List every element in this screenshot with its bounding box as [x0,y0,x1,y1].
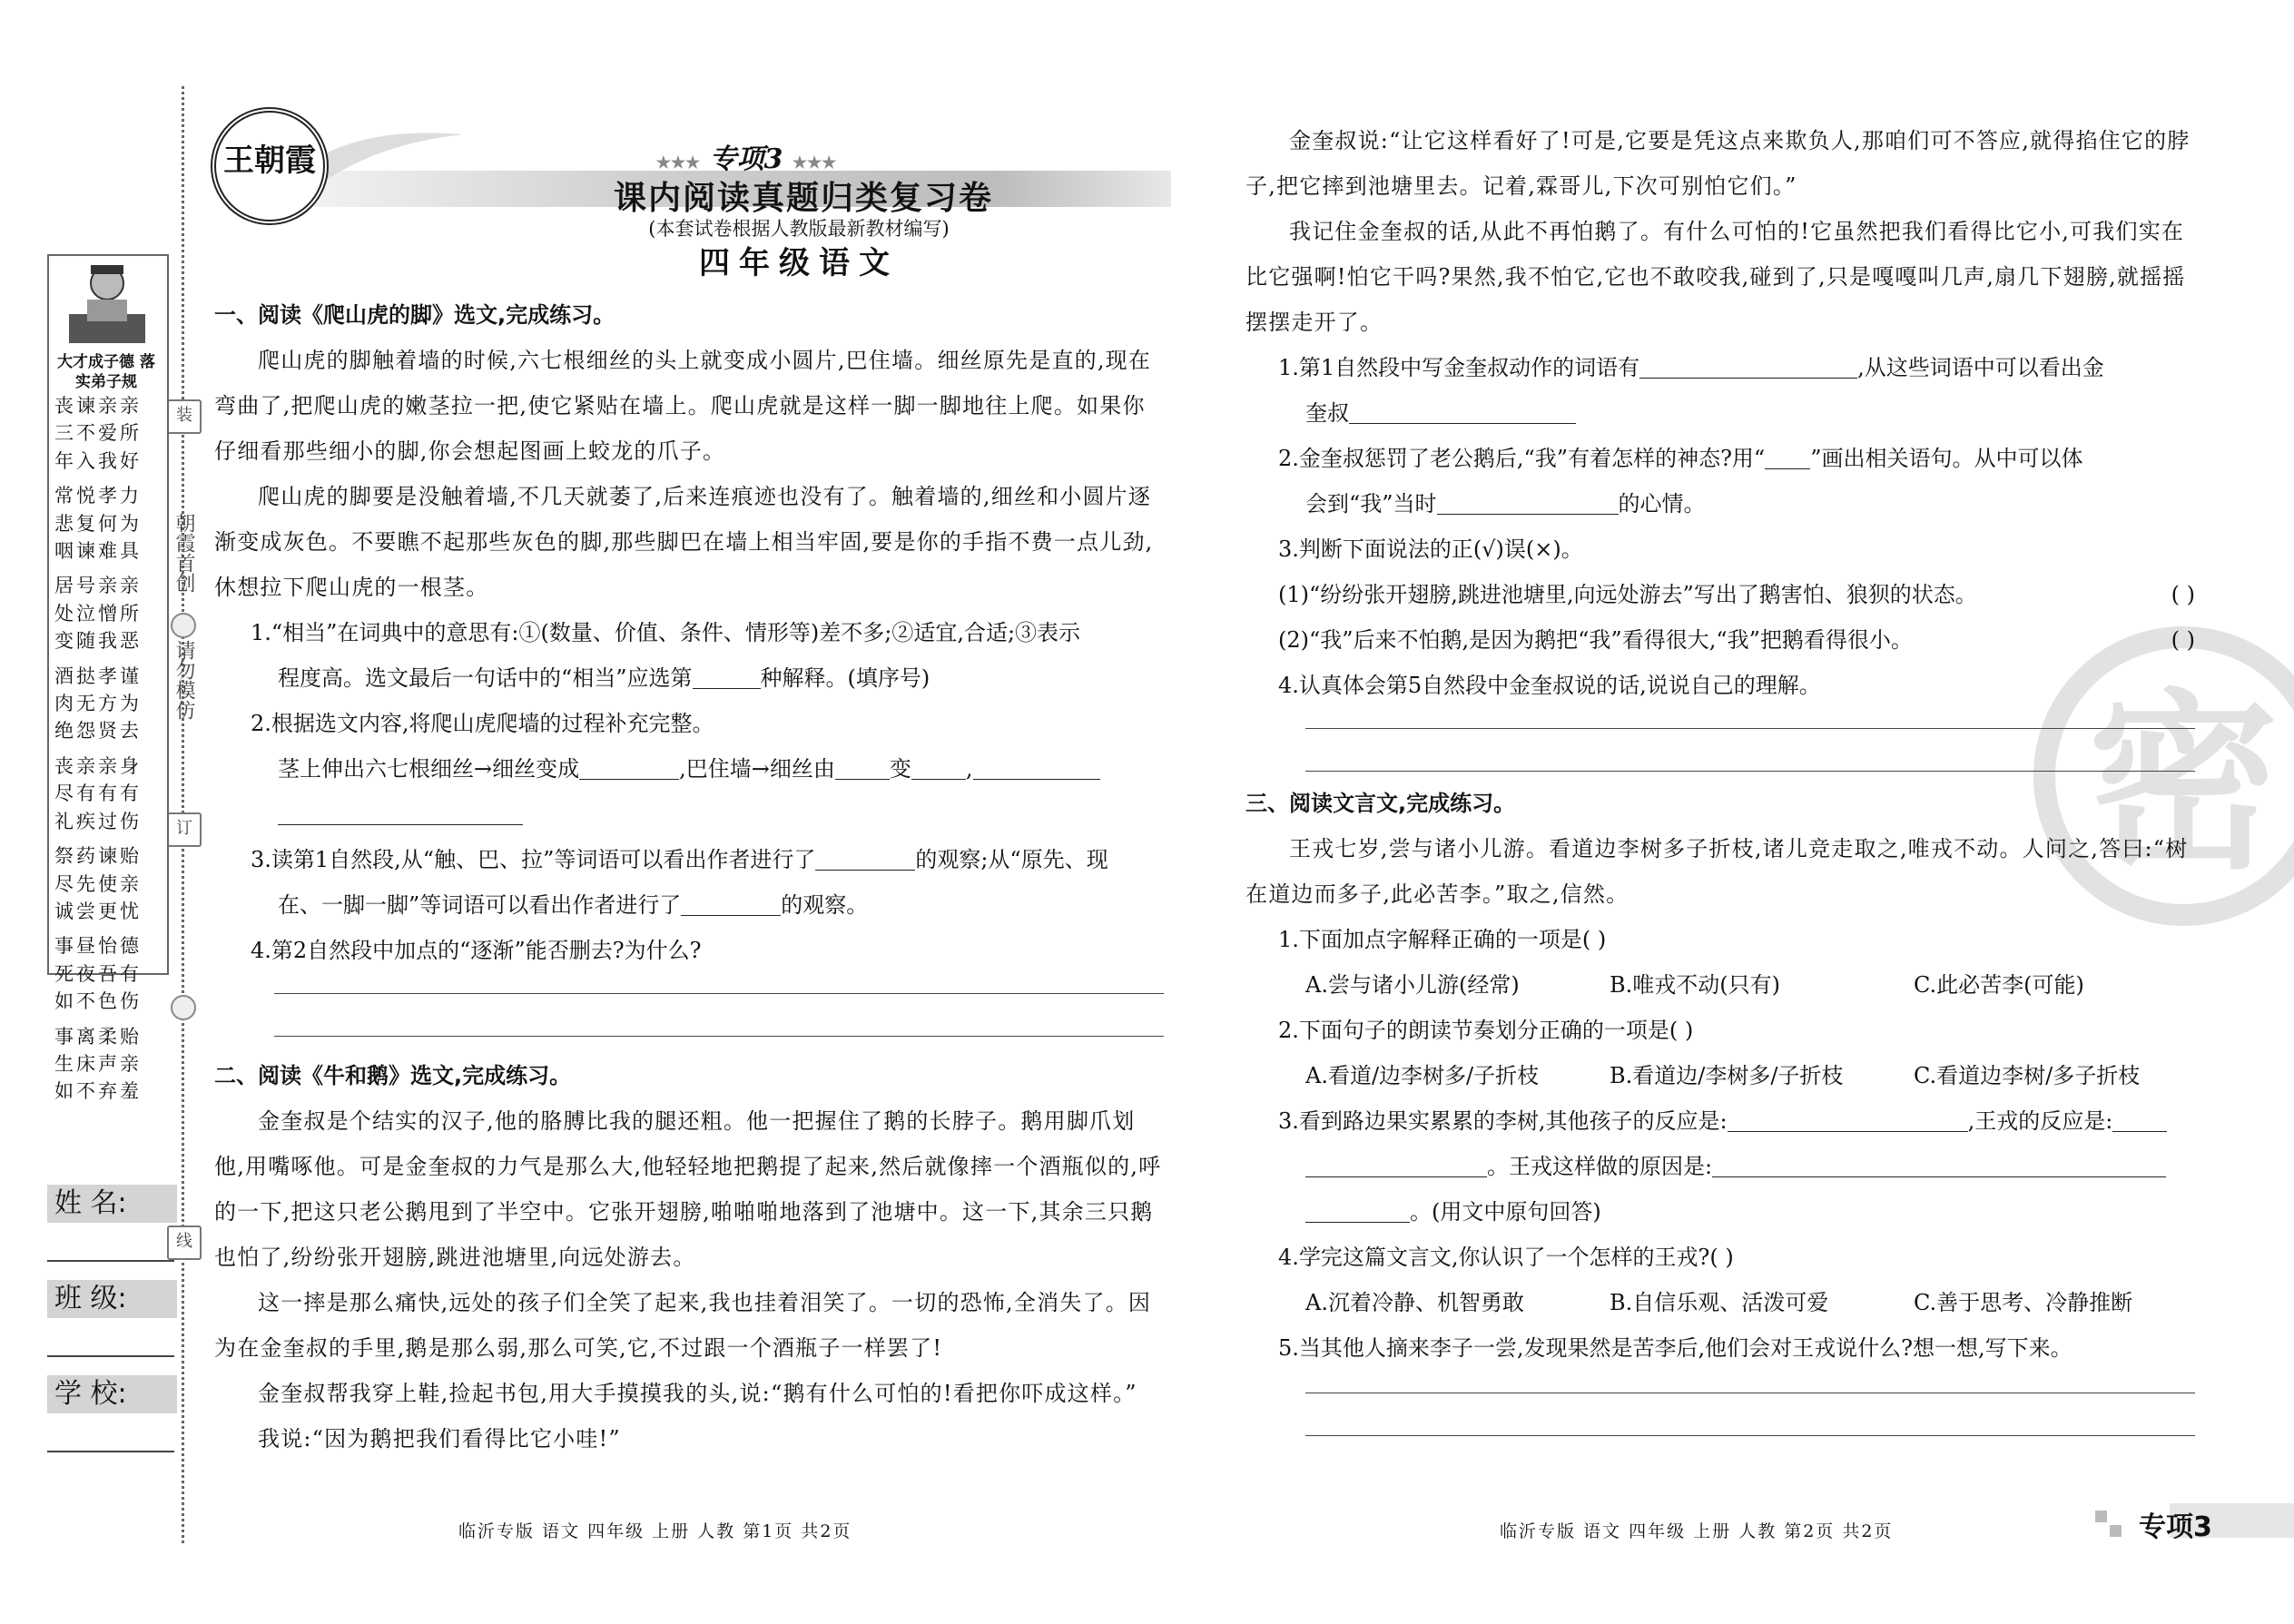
answer-blank[interactable] [835,755,890,780]
side-label-first: 朝霞首创 [172,513,195,593]
section-1-heading: 一、阅读《爬山虎的脚》选文,完成练习。 [214,302,615,328]
section-1-paragraph: 爬山虎的脚触着墙的时候,六七根细丝的头上就变成小圆片,巴住墙。细丝原先是直的,现在弯曲了,把爬山虎的嫩茎拉一把,使它紧贴在墙上。爬山虎就是这样一脚一脚地往上爬。如果你仔细看那些细小的脚,你会想起图画上蛟龙的爪子。 [214,348,1152,464]
footer-right: 临沂专版 语文 四年级 上册 人教 第2页 共2页 [1500,1521,1894,1541]
motto-line: 咽谏难具 [54,540,142,563]
s3-question-3: 3.看到路边果实累累的李树,其他孩子的反应是: ,王戎的反应是: [1245,1098,2195,1144]
left-column [214,292,1164,1462]
side-label-second: 请勿模仿 [172,640,195,720]
motto-line: 礼疾过伤 [54,810,142,832]
answer-blank[interactable] [2112,1107,2167,1132]
answer-blank[interactable] [1712,1153,2166,1177]
star-icon: ★★★ [792,153,837,172]
motto-line: 常悦孝力 [54,485,142,507]
option-c[interactable]: C.看道边李树/多子折枝 [1914,1063,2141,1088]
answer-blank[interactable] [1437,490,1619,515]
scholar-figure-icon [64,260,151,350]
s1-question-1: 1.“相当”在词典中的意思有:①(数量、价值、条件、情形等)差不多;②适宜,合适;③表示 [251,620,1081,645]
answer-blank[interactable] [278,801,523,825]
answer-blank[interactable] [1639,354,1857,379]
s1-question-2-chain-cont [214,792,1164,837]
section-tab-label: 专项3 [2139,1511,2212,1543]
page-subtitle: (本套试卷根据人教版最新教材编写) [648,218,950,240]
s1-question-2: 2.根据选文内容,将爬山虎爬墙的过程补充完整。 [251,711,714,736]
motto-text [54,395,162,1108]
motto-line: 生床声亲 [54,1052,142,1075]
answer-blank[interactable] [1305,1153,1487,1177]
motto-line: 事昼怡德 [54,935,142,958]
s3-question-3-cont: 。王戎这样做的原因是: [1245,1144,2195,1189]
s1-question-3-cont: 在、一脚一脚”等词语可以看出作者进行了 的观察。 [278,892,869,918]
s2-question-1: 1.第1自然段中写金奎叔动作的词语有 ,从这些词语中可以看出金 [1278,355,2104,380]
answer-blank[interactable] [693,664,761,689]
answer-blank[interactable] [815,846,915,871]
answer-line[interactable] [274,993,1164,994]
school-label: 学 校: [47,1375,177,1413]
motto-caption: 大才成子德 落实弟子规 [57,353,155,391]
s3-question-4-options [1245,1280,2195,1325]
binding-mark-ding: 订 [167,812,202,847]
s1-question-3: 3.读第1自然段,从“触、巴、拉”等词语可以看出作者进行了 的观察;从“原先、现 [251,847,1108,872]
section-1-paragraph: 爬山虎的脚要是没触着墙,不几天就萎了,后来连痕迹也没有了。触着墙的,细丝和小圆片逐渐变成灰色。不要瞧不起那些灰色的脚,那些脚巴在墙上相当牢固,要是你的手指不费一点儿劲,休想拉下爬山虎的一根茎。 [214,484,1154,600]
s3-question-2: 2.下面句子的朗读节奏划分正确的一项是( ) [1278,1018,1694,1043]
motto-line: 肉无方为 [54,693,142,715]
s3-question-1: 1.下面加点字解释正确的一项是( ) [1278,927,1607,952]
section-2-paragraph: 这一摔是那么痛快,远处的孩子们全笑了起来,我也挂着泪笑了。一切的恐怖,全消失了。因为在金奎叔的手里,鹅是那么弱,那么可笑,它,不过跟一个酒瓶子一样罢了! [214,1290,1152,1361]
answer-blank[interactable] [1349,399,1576,424]
motto-line: 祭药谏贻 [54,845,142,868]
footer-left: 临沂专版 语文 四年级 上册 人教 第1页 共2页 [458,1521,852,1541]
motto-line: 事离柔贻 [54,1025,142,1048]
s3-question-3-cont2: 。(用文中原句回答) [1245,1189,2195,1235]
special-label: ★★★ 专项3 ★★★ [655,143,837,175]
judge-bracket[interactable]: ( ) [2171,582,2195,607]
answer-line[interactable] [274,1036,1164,1037]
s3-question-1-options [1245,962,2195,1008]
section-2-paragraph: 金奎叔帮我穿上鞋,捡起书包,用大手摸摸我的头,说:“鹅有什么可怕的!看把你吓成这样。” [258,1381,1137,1406]
option-a[interactable]: A.沉着冷静、机智勇敢 [1305,1290,1524,1315]
motto-line: 如不弃羞 [54,1080,142,1103]
answer-blank[interactable] [973,755,1100,780]
motto-line: 尽有有有 [54,782,142,805]
motto-line: 如不色伤 [54,990,142,1013]
option-c[interactable]: C.善于思考、冷静推断 [1914,1290,2133,1315]
motto-line: 年入我好 [54,449,142,472]
confidential-stamp: 密 [2033,626,2294,926]
s2-question-3-2: (2)“我”后来不怕鹅,是因为鹅把“我”看得很大,“我”把鹅看得很小。 ( ) [1245,617,2195,663]
answer-blank[interactable] [1728,1107,1968,1132]
page-title: 课内阅读真题归类复习卷 [613,180,993,217]
option-a[interactable]: A.尝与诸小儿游(经常) [1305,972,1520,998]
option-b[interactable]: B.自信乐观、活泼可爱 [1610,1290,1829,1315]
school-field[interactable] [47,1451,174,1452]
s3-question-4: 4.学完这篇文言文,你认识了一个怎样的王戎?( ) [1278,1245,1734,1270]
s2-question-4: 4.认真体会第5自然段中金奎叔说的话,说说自己的理解。 [1278,673,1821,698]
underline-sample [1765,445,1810,469]
star-icon: ★★★ [655,153,701,172]
section-2-paragraph: 我记住金奎叔的话,从此不再怕鹅了。有什么可怕的!它虽然把我们看得比它小,可我们实在比它强啊!怕它干吗?果然,我不怕它,它也不敢咬我,碰到了,只是嘎嘎叫几声,扇几下翅膀,就摇摇摆摆走开了。 [1245,219,2186,335]
motto-line: 变随我恶 [54,630,142,653]
name-label: 姓 名: [47,1185,177,1223]
class-field[interactable] [47,1355,174,1357]
tab-square-icon [2095,1511,2107,1522]
judge-bracket[interactable]: ( ) [2171,627,2195,653]
answer-line[interactable] [1305,728,2195,729]
s2-question-3: 3.判断下面说法的正(√)误(×)。 [1278,536,1583,562]
section-2-heading: 二、阅读《牛和鹅》选文,完成练习。 [214,1063,572,1088]
section-2-paragraph: 金奎叔是个结实的汉子,他的胳膊比我的腿还粗。他一把握住了鹅的长脖子。鹅用脚爪划他,用嘴啄他。可是金奎叔的力气是那么大,他轻轻地把鹅提了起来,然后就像摔一个酒瓶似的,呼的一下,把这只老公鹅甩到了半空中。它张开翅膀,啪啪啪地落到了池塘中。这一下,其余三只鹅也怕了,纷纷张开翅膀,跳进池塘里,向远处游去。 [214,1108,1162,1270]
s3-question-5: 5.当其他人摘来李子一尝,发现果然是苦李后,他们会对王戎说什么?想一想,写下来。 [1278,1335,2072,1361]
option-b[interactable]: B.看道边/李树多/子折枝 [1610,1063,1844,1088]
publisher-logo: 王朝霞 [211,107,329,225]
motto-line: 丧谏亲亲 [54,395,142,417]
motto-line: 死夜吾有 [54,962,142,985]
s2-question-1-cont: 奎叔 [1245,390,2195,436]
binding-hole-icon [171,995,196,1020]
motto-line: 悲复何为 [54,512,142,535]
motto-line: 诚尝更忧 [54,900,142,922]
answer-blank[interactable] [1305,1198,1410,1223]
motto-line: 居号亲亲 [54,575,142,597]
motto-line: 绝怨贤去 [54,720,142,743]
class-label: 班 级: [47,1280,177,1318]
motto-line: 尽先使亲 [54,872,142,895]
right-column [1245,118,2195,1436]
section-3-paragraph: 王戎七岁,尝与诸小儿游。看道边李树多子折枝,诸儿竞走取之,唯戎不动。人问之,答曰:“树在道边而多子,此必苦李。”取之,信然。 [1245,836,2189,907]
s2-question-2: 2.金奎叔惩罚了老公鹅后,“我”有着怎样的神态?用“ ”画出相关语句。从中可以体 [1278,446,2083,471]
option-a[interactable]: A.看道/边李树多/子折枝 [1305,1063,1540,1088]
s2-question-3-1: (1)“纷纷张开翅膀,跳进池塘里,向远处游去”写出了鹅害怕、狼狈的状态。 ( ) [1245,572,2195,617]
section-3-heading: 三、阅读文言文,完成练习。 [1245,791,1516,816]
tab-square-icon [2110,1525,2122,1537]
binding-hole-icon [171,613,196,638]
answer-blank[interactable] [579,755,679,780]
option-c[interactable]: C.此必苦李(可能) [1914,972,2084,998]
binding-mark-zhuang: 装 [167,399,202,434]
section-2-paragraph: 金奎叔说:“让它这样看好了!可是,它要是凭这点来欺负人,那咱们可不答应,就得掐住它的脖子,把它摔到池塘里去。记着,霖哥儿,下次可别怕它们。” [1245,128,2191,199]
answer-blank[interactable] [681,891,781,916]
s1-question-2-chain: 茎上伸出六七根细丝→细丝变成 ,巴住墙→细丝由 变 , [214,746,1164,792]
s3-question-2-options [1245,1053,2195,1098]
motto-line: 处泣憎所 [54,602,142,625]
answer-line[interactable] [1305,1435,2195,1436]
s1-question-4: 4.第2自然段中加点的“逐渐”能否删去?为什么? [251,938,702,963]
motto-line: 酒挞孝谨 [54,664,142,687]
binding-mark-xian: 线 [167,1225,202,1260]
option-b[interactable]: B.唯戎不动(只有) [1610,972,1780,998]
motto-line: 三不爱所 [54,422,142,445]
name-field[interactable] [47,1260,174,1262]
s1-question-1-cont: 程度高。选文最后一句话中的“相当”应选第 种解释。(填序号) [278,665,930,691]
answer-blank[interactable] [911,755,966,780]
motto-line: 丧亲亲身 [54,754,142,777]
grade-subject: 四年级语文 [699,245,899,281]
section-2-paragraph: 我说:“因为鹅把我们看得比它小哇!” [258,1426,621,1452]
answer-line[interactable] [1305,771,2195,772]
s2-question-2-cont: 会到“我”当时 的心情。 [1305,491,1706,517]
